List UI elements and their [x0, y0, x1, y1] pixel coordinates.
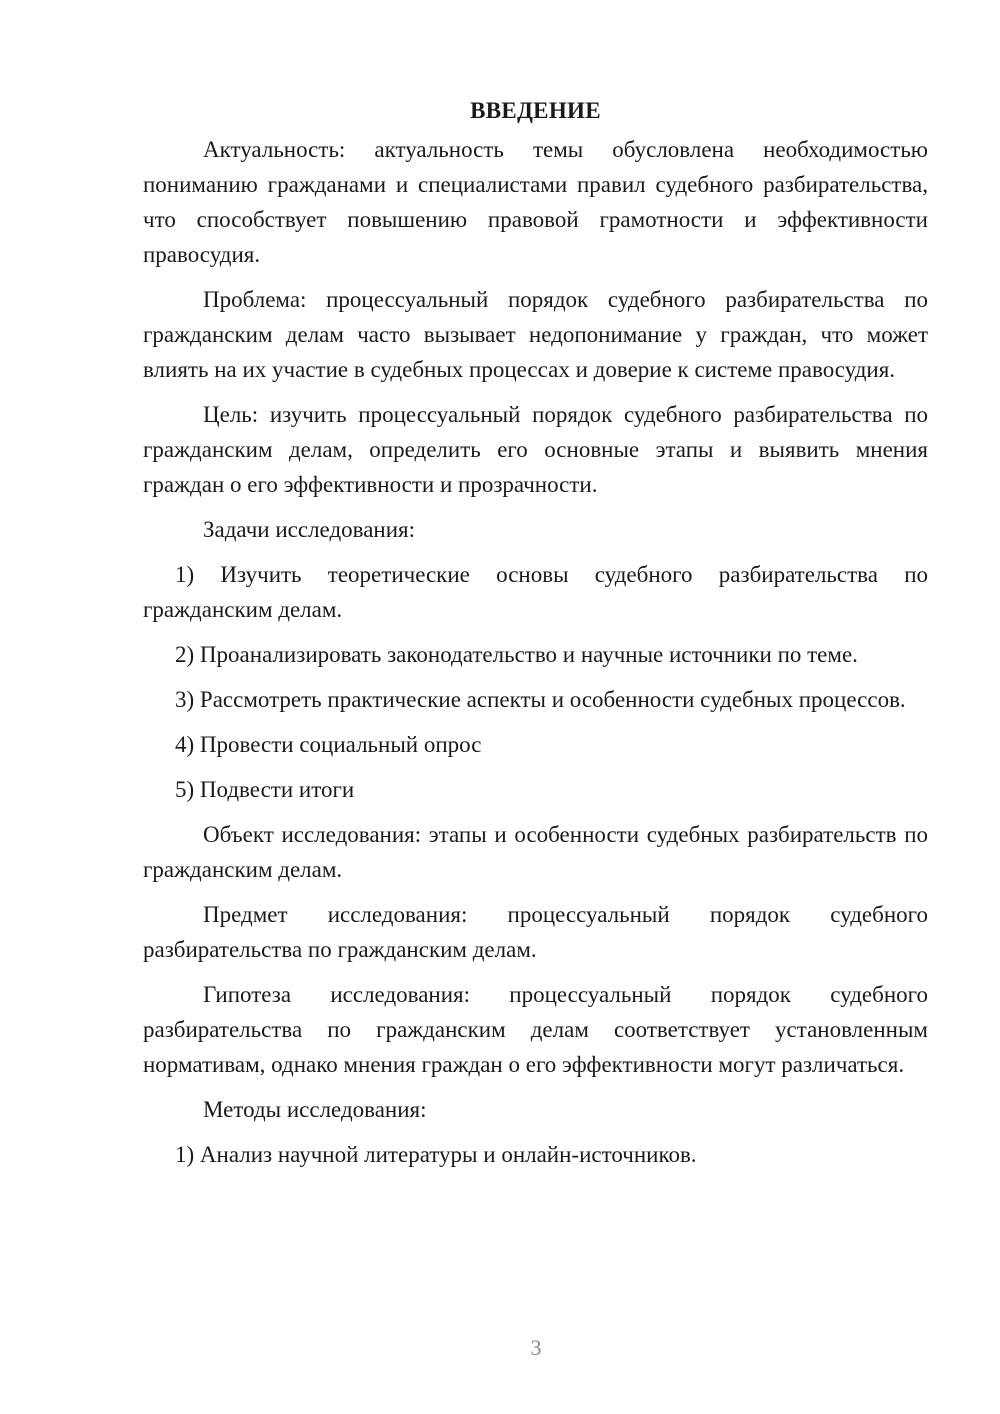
method-item: 1) Анализ научной литературы и онлайн-источников. [175, 1142, 697, 1167]
tasks-heading: Задачи исследования: [203, 517, 416, 542]
object-paragraph: Объект исследования: этапы и особенности судебных разбирательств по гражданским делам. [143, 822, 928, 882]
page-content [143, 93, 928, 1182]
hypothesis-paragraph: Гипотеза исследования: процессуальный порядок судебного разбирательства по гражданским делам соответствует установленным нормативам, однако мнения граждан о его эффективности могут различаться. [143, 982, 928, 1077]
page-number: 3 [530, 1335, 542, 1360]
problem-paragraph: Проблема: процессуальный порядок судебного разбирательства по гражданским делам часто вызывает недопонимание у граждан, что может влиять на их участие в судебных процессах и доверие к системе правосудия. [143, 287, 928, 382]
subject-paragraph: Предмет исследования: процессуальный порядок судебного разбирательства по гражданским делам. [143, 902, 928, 962]
methods-heading: Методы исследования: [203, 1097, 427, 1122]
relevance-paragraph: Актуальность: актуальность темы обусловлена необходимостью пониманию гражданами и специалистами правил судебного разбирательства, что способствует повышению правовой грамотности и эффективности правосудия. [143, 137, 928, 267]
task-item: 5) Подвести итоги [175, 777, 355, 802]
task-item: 3) Рассмотреть практические аспекты и особенности судебных процессов. [175, 687, 906, 712]
page-title: ВВЕДЕНИЕ [470, 98, 601, 123]
task-item: 2) Проанализировать законодательство и научные источники по теме. [175, 642, 858, 667]
task-item: 1) Изучить теоретические основы судебного разбирательства по гражданским делам. [143, 562, 928, 622]
task-item: 4) Провести социальный опрос [175, 732, 482, 757]
goal-paragraph: Цель: изучить процессуальный порядок судебного разбирательства по гражданским делам, определить его основные этапы и выявить мнения граждан о его эффективности и прозрачности. [143, 402, 928, 497]
